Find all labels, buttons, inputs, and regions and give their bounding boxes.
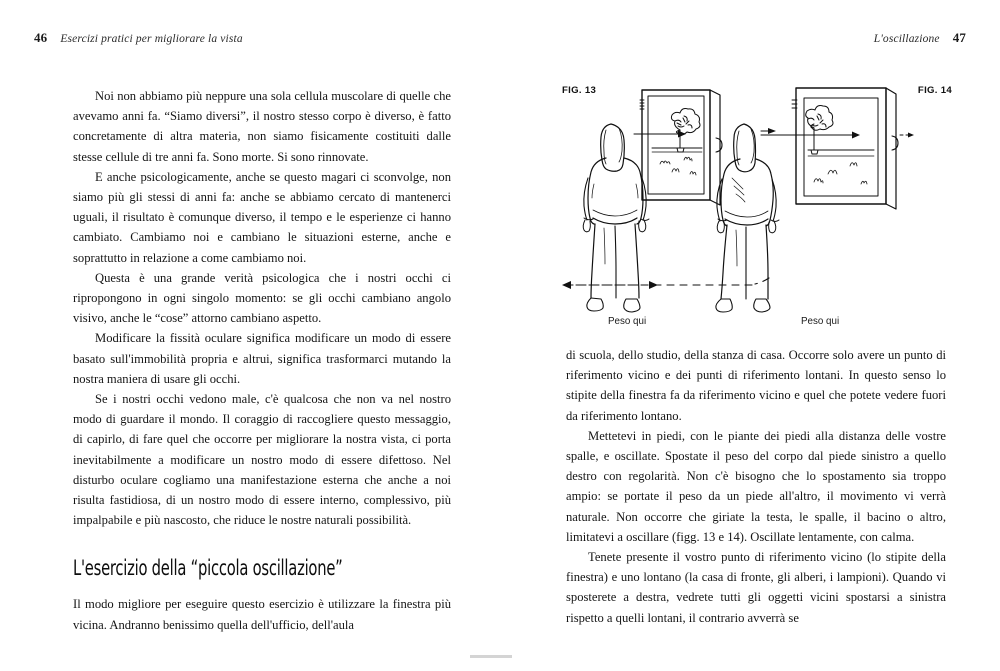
- paragraph: Mettetevi in piedi, con le piante dei piedi alla distanza delle vostre spalle, e oscillate. Spostate il peso del corpo dal piede sinistro a quello destro con regolarità. Non c'è bisogno che lo spostamento sia troppo ampio: se portate il peso da un piede all'altro, il movimento vi verrà naturale. Non occorre che giriate la testa, le spalle, il bacino o altro, limitatevi a oscillare (figg. 13 e 14). Oscillate lentamente, con calma.: [566, 428, 946, 544]
- paragraph: E anche psicologicamente, anche se questo magari ci sconvolge, non siamo più gli stessi di anni fa: anche se abbiamo cercato di mantenerci uguali, il risultato è comunque diverso, il tempo e le esperienze ci hanno cambiato. Cambiamo noi e cambiano le situazioni esterne, anche e soprattutto in relazione a come cambiamo noi.: [73, 169, 451, 265]
- body-text-right: [566, 345, 946, 628]
- paragraph: Se i nostri occhi vedono male, c'è qualcosa che non va nel nostro modo di guardare il mondo. Il coraggio di raccogliere questo messaggio, di capirlo, di fare quel che occorre per migliorare la nostra vista, ci porta inevitabilmente a modificare un nostro modo di essere difettoso. Nel disturbo oculare cogliamo una manifestazione esterna che anche a noi risulta fastidiosa, di un nostro modo di essere interno, complessivo, più impalpabile e più nascosto, che riduce le nostre naturali possibilità.: [73, 392, 451, 528]
- figure-illustrations: [556, 78, 956, 333]
- figure-label-14: FIG. 14: [917, 85, 952, 96]
- running-head-title-left: Esercizi pratici per migliorare la vista: [60, 33, 243, 45]
- folio-left: 46: [34, 30, 48, 45]
- body-text-left: [73, 86, 451, 635]
- figure-caption-13: Peso qui: [608, 316, 647, 327]
- figure-group: [556, 78, 956, 333]
- section-heading: L'esercizio della “piccola oscillazione”: [73, 556, 343, 581]
- paragraph: Tenete presente il vostro punto di riferimento vicino (lo stipite della finestra) e uno lontano (la casa di fronte, gli alberi, i lampioni). Quando vi sposterete a destra, vedrete tutti gli oggetti vicini spostarsi a sinistra rispetto a quelli lontani, il contrario avverrà se: [566, 550, 946, 625]
- figure-label-13: FIG. 13: [562, 85, 597, 96]
- running-head-right: [874, 30, 966, 46]
- figure-14-drawing: [562, 88, 914, 312]
- folio-right: 47: [952, 30, 966, 45]
- figure-13-drawing: [566, 90, 722, 312]
- paragraph: Questa è una grande verità psicologica che i nostri occhi ci ripropongono in ogni singolo momento: se gli occhi cambiano angolo visivo, anche le “cose” attorno cambiano aspetto.: [73, 270, 451, 326]
- paragraph: Modificare la fissità oculare significa modificare un modo di essere basato sull'immobilità propria e altrui, significa trasformarci mutando la nostra maniera di usare gli occhi.: [73, 331, 451, 386]
- figure-caption-14: Peso qui: [801, 316, 840, 327]
- paragraph: Noi non abbiamo più neppure una sola cellula muscolare di quelle che avevamo anni fa. “Siamo diversi”, il nostro stesso corpo è diverso, è fatto concretamente di altra materia, non siamo fisicamente costituiti dalle stesse cellule di tre anni fa. Sono morte. Si sono rinnovate.: [73, 89, 451, 164]
- running-head-title-right: L'oscillazione: [873, 33, 940, 45]
- running-head-left: [34, 30, 243, 46]
- paragraph: di scuola, dello studio, della stanza di casa. Occorre solo avere un punto di riferimento vicino e dei punti di riferimento lontani. In questo senso lo stipite della finestra fa da riferimento vicino e quel che potete vedere fuori da riferimento lontano.: [566, 348, 946, 423]
- paragraph: Il modo migliore per eseguire questo esercizio è utilizzare la finestra più vicina. Andranno benissimo quella dell'ufficio, dell'aula: [73, 597, 451, 632]
- binding-mark: [470, 655, 512, 658]
